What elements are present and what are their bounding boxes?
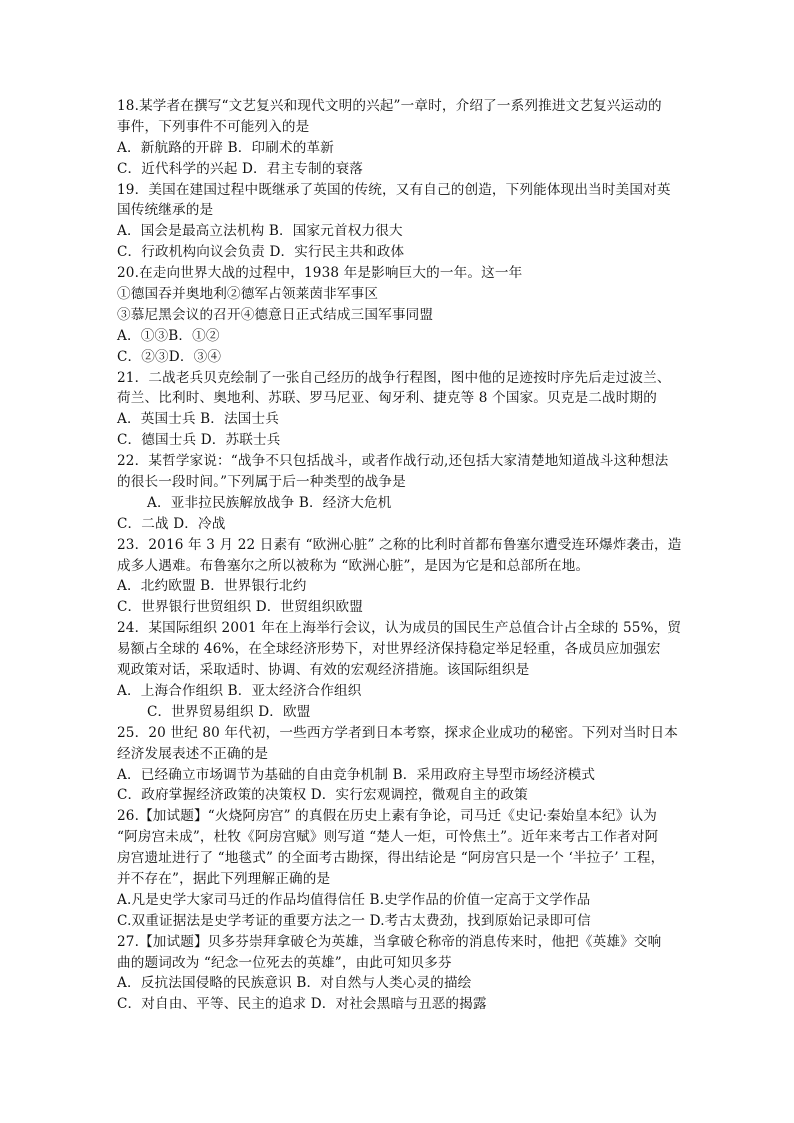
q19-stem-line-2: 国传统继承的是 bbox=[117, 202, 214, 219]
q18-options-ab: A．新航路的开辟 B．印刷术的革新 bbox=[117, 139, 334, 156]
q26-options-cd: C.双重证据法是史学考证的重要方法之一 D.考古太费劲，找到原始记录即可信 bbox=[117, 912, 591, 929]
q25-options-cd: C．政府掌握经济政策的决策权 D．实行宏观调控，微观自主的政策 bbox=[117, 787, 528, 804]
q22-stem-line-2: 的很长一段时间。”下列属于后一种类型的战争是 bbox=[117, 474, 406, 491]
q25-options-ab: A．已经确立市场调节为基础的自由竞争机制 B．采用政府主导型市场经济模式 bbox=[117, 766, 596, 783]
q26-stem-line-2: “阿房宫未成”，杜牧《阿房宫赋》则写道 “楚人一炬，可怜焦土”。近年来考古工作者对阿 bbox=[117, 829, 659, 846]
q23-options-ab: A．北约欧盟 B．世界银行北约 bbox=[117, 578, 307, 595]
q18-stem-line-1: 18.某学者在撰写“文艺复兴和现代文明的兴起”一章时，介绍了一系列推进文艺复兴运动的 bbox=[117, 98, 662, 114]
q24-options-cd: C．世界贸易组织 D．欧盟 bbox=[147, 703, 311, 720]
q20-options-cd: C．②③D．③④ bbox=[117, 348, 222, 365]
q18-stem-line-2: 事件，下列事件不可能列入的是 bbox=[117, 118, 310, 135]
q22-stem-line-1: 22．某哲学家说：“战争不只包括战斗，或者作战行动,还包括大家清楚地知道战斗这种想法 bbox=[117, 453, 669, 470]
q24-stem-line-3: 观政策对话，采取适时、协调、有效的宏观经济措施。该国际组织是 bbox=[117, 662, 530, 679]
q20-items-1-2: ①德国吞并奥地利②德军占领莱茵非军事区 bbox=[117, 286, 379, 303]
q22-options-ab: A．亚非拉民族解放战争 B．经济大危机 bbox=[147, 494, 392, 511]
q19-stem-line-1: 19．美国在建国过程中既继承了英国的传统，又有自己的创造，下列能体现出当时美国对英 bbox=[117, 181, 671, 198]
q24-stem-line-2: 易额占全球的 46%，在全球经济形势下，对世界经济保持稳定举足轻重，各成员应加强宏 bbox=[117, 641, 661, 658]
q21-stem-line-2: 荷兰、比利时、奥地利、苏联、罗马尼亚、匈牙利、捷克等 8 个国家。贝克是二战时期的 bbox=[117, 390, 658, 407]
q24-options-ab: A．上海合作组织 B．亚太经济合作组织 bbox=[117, 682, 362, 699]
q25-stem-line-1: 25．20 世纪 80 年代初，一些西方学者到日本考察，探求企业成功的秘密。下列对当时日本 bbox=[117, 724, 678, 741]
q26-options-ab: A.凡是史学大家司马迁的作品均值得信任 B.史学作品的价值一定高于文学作品 bbox=[117, 891, 591, 908]
q23-stem-line-1: 23．2016 年 3 月 22 日素有 “欧洲心脏” 之称的比利时首都布鲁塞尔遭受连环爆炸袭击，造 bbox=[117, 536, 682, 553]
q26-stem-line-4: 并不存在”，据此下列理解正确的是 bbox=[117, 870, 331, 887]
q19-options-cd: C．行政机构向议会负责 D．实行民主共和政体 bbox=[117, 244, 405, 261]
q20-options-ab: A．①③B．①② bbox=[117, 327, 220, 344]
exam-page bbox=[117, 96, 682, 1015]
q27-stem-line-1: 27.【加试题】贝多芬崇拜拿破仑为英雄，当拿破仑称帝的消息传来时，他把《英雄》交响 bbox=[117, 933, 662, 950]
q24-stem-line-1: 24．某国际组织 2001 年在上海举行会议，认为成员的国民生产总值合计占全球的 55%，贸 bbox=[117, 620, 682, 637]
q26-stem-line-3: 房宫遗址进行了 “地毯式” 的全面考古勘探，得出结论是 “阿房宫只是一个 ‘半拉子’ 工程， bbox=[117, 850, 665, 867]
q20-stem: 20.在走向世界大战的过程中，1938 年是影响巨大的一年。这一年 bbox=[117, 265, 523, 282]
q21-options-cd: C．德国士兵 D．苏联士兵 bbox=[117, 432, 281, 449]
q23-stem-line-2: 成多人遇难。布鲁塞尔之所以被称为 “欧洲心脏”，是因为它是和总部所在地。 bbox=[117, 557, 590, 574]
q19-options-ab: A．国会是最高立法机构 B．国家元首权力很大 bbox=[117, 223, 403, 240]
q21-options-ab: A．英国士兵 B．法国士兵 bbox=[117, 411, 280, 428]
q27-stem-line-2: 曲的题词改为 “纪念一位死去的英雄”，由此可知贝多芬 bbox=[117, 954, 452, 971]
q26-stem-line-1: 26.【加试题】“火烧阿房宫” 的真假在历史上素有争论，司马迁《史记·秦始皇本纪》认为 bbox=[117, 808, 657, 825]
q22-options-cd: C．二战 D．冷战 bbox=[117, 515, 226, 532]
q27-options-cd: C．对自由、平等、民主的追求 D．对社会黑暗与丑恶的揭露 bbox=[117, 996, 487, 1013]
q18-options-cd: C．近代科学的兴起 D．君主专制的衰落 bbox=[117, 160, 363, 177]
q27-options-ab: A．反抗法国侵略的民族意识 B．对自然与人类心灵的描绘 bbox=[117, 975, 472, 992]
q20-items-3-4: ③慕尼黑会议的召开④德意日正式结成三国军事同盟 bbox=[117, 306, 434, 323]
q25-stem-line-2: 经济发展表述不正确的是 bbox=[117, 745, 269, 762]
q23-options-cd: C．世界银行世贸组织 D．世贸组织欧盟 bbox=[117, 599, 363, 616]
q21-stem-line-1: 21．二战老兵贝克绘制了一张自己经历的战争行程图，图中他的足迹按时序先后走过波兰、 bbox=[117, 369, 671, 386]
